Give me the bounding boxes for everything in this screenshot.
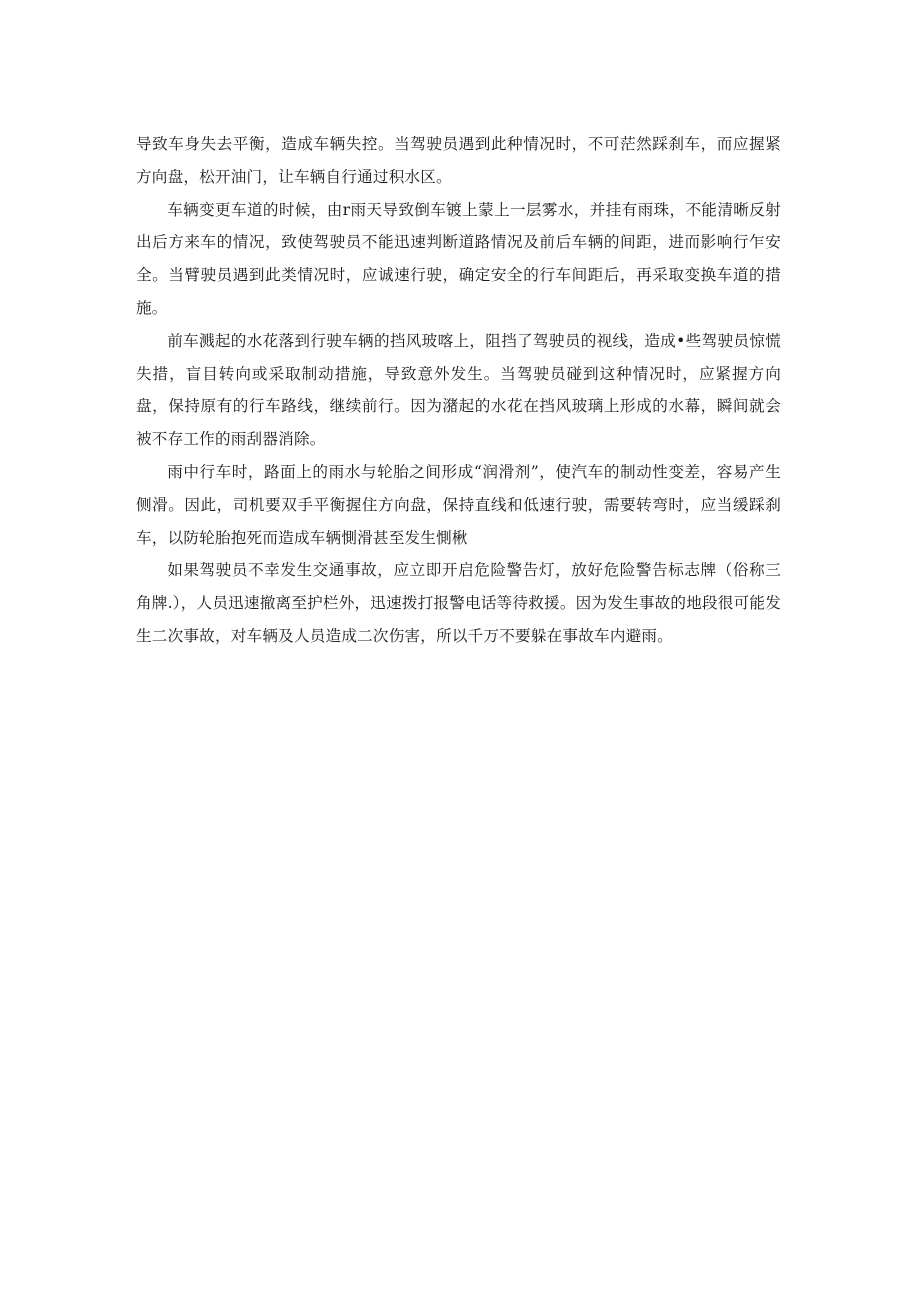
document-body [136, 128, 781, 653]
paragraph-1: 导致车身失去平衡，造成车辆失控。当驾驶员遇到此种情况时，不可茫然踩刹车，而应握紧方向盘，松开油门，让车辆自行通过积水区。 [136, 135, 781, 186]
paragraph-3: 前车溅起的水花落到行驶车辆的挡风玻喀上，阻挡了驾驶员的视线，造成•些驾驶员惊慌失措，盲目转向或采取制动措施，导致意外发生。当驾驶员碰到这种情况时，应紧握方向盘，保持原有的行车路线，继续前行。因为潴起的水花在挡风玻璃上形成的水幕，瞬间就会被不存工作的雨刮器消除。 [136, 331, 781, 449]
paragraph-2: 车辆变更车道的时候，由r雨天导致倒车镀上蒙上一层雾水，并挂有雨珠，不能清晰反射出后方来车的情况，致使驾驶员不能迅速判断道路情况及前后车辆的间距，进而影响行乍安全。当臂驶员遇到此类情况时，应诚速行驶，确定安全的行车间距后，再采取变换车道的措施。 [136, 200, 781, 317]
paragraph-5: 如果驾驶员不幸发生交通事故，应立即开启危险警告灯，放好危险警告标志牌（俗称三角牌.），人员迅速撤离至护栏外，迅速拨打报警电话等待救援。因为发生事故的地段很可能发生二次事故，对车辆及人员造成二次伤害，所以千万不要躲在事故车内避雨。 [136, 561, 781, 645]
paragraph-4: 雨中行车时，路面上的雨水与轮胎之间形成“润滑剂”，使汽车的制动性变差，容易产生侧滑。因此，司机要双手平衡握住方向盘，保持直线和低速行驶，需要转弯时，应当缓踩刹车，以防轮胎抱死而造成车辆惻滑甚至发生惻楸 [136, 462, 781, 547]
